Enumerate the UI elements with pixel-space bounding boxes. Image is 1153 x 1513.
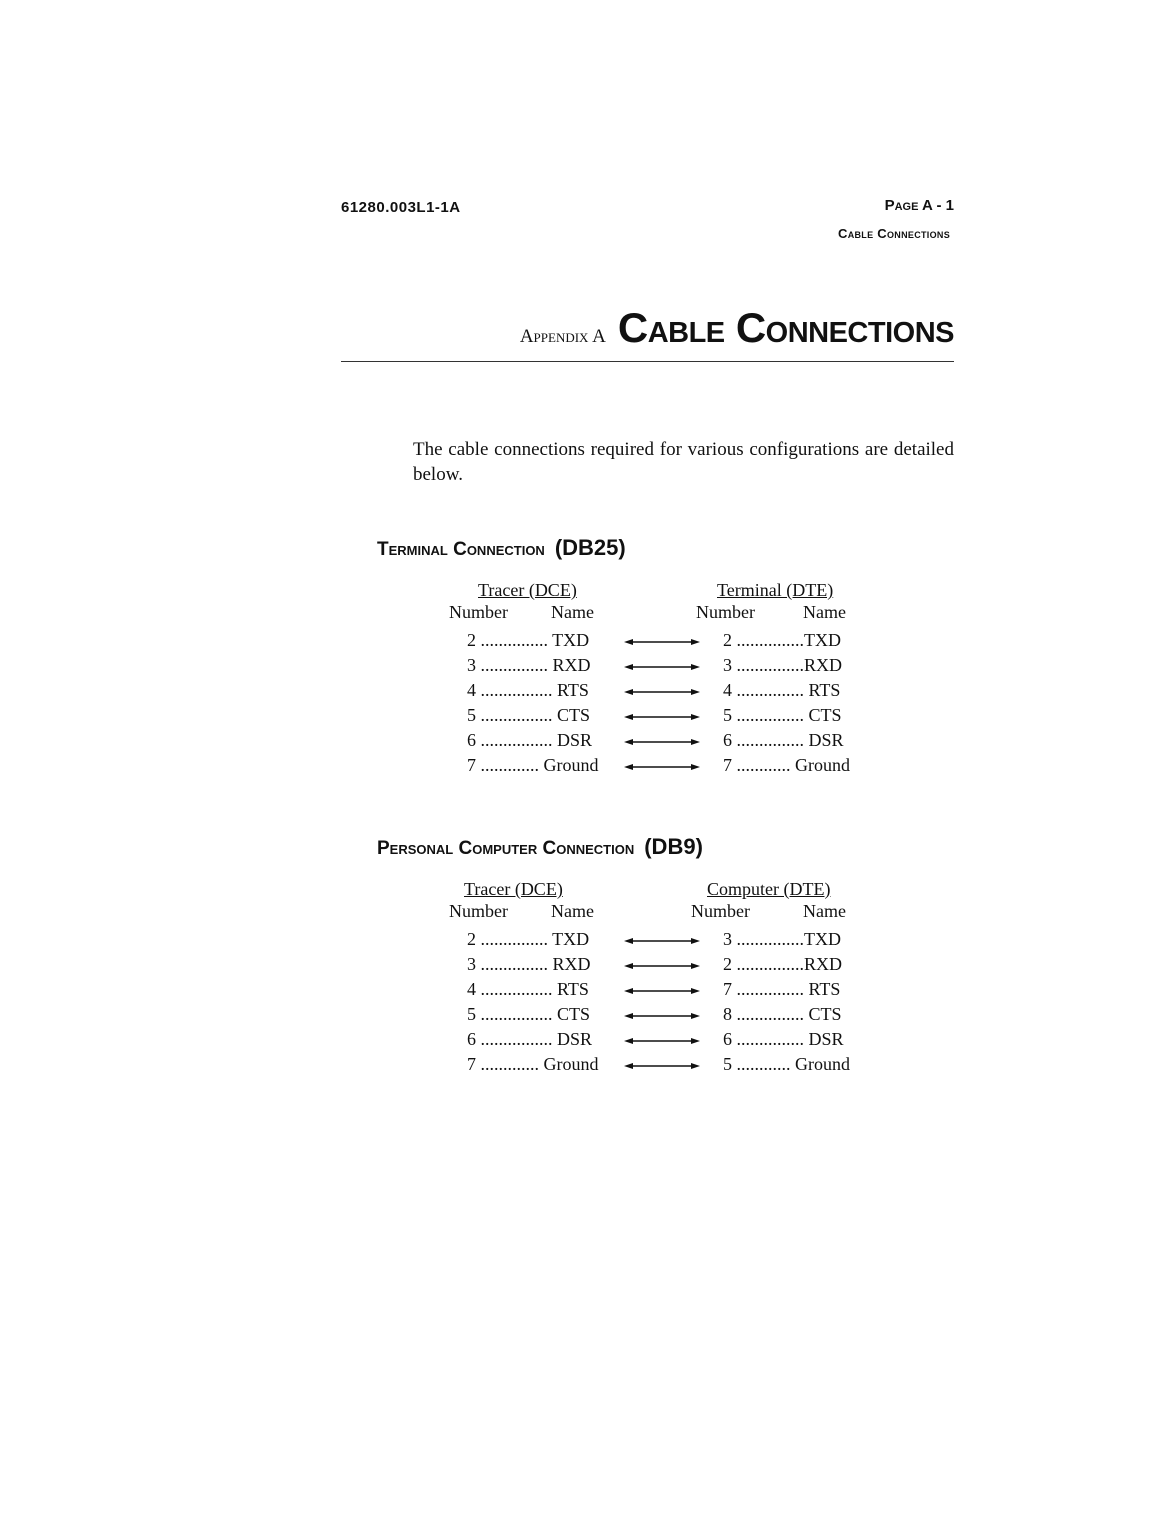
- pin-row: [440, 730, 870, 754]
- document-number: 61280.003L1-1A: [341, 199, 461, 216]
- left-name-header: Name: [551, 602, 594, 622]
- page-section-label: Cable Connections: [838, 226, 950, 241]
- right-number-header: Number: [696, 602, 755, 622]
- pin-row: [440, 1054, 870, 1078]
- left-number-header: Number: [449, 602, 508, 622]
- left-pin: 3 ............... RXD: [467, 655, 591, 675]
- right-pin: 6 ............... DSR: [723, 730, 844, 750]
- right-pin: 6 ............... DSR: [723, 1029, 844, 1049]
- right-pin: 3 ...............RXD: [723, 655, 843, 675]
- section-title: Terminal Connection: [377, 539, 545, 560]
- pin-row: [440, 755, 870, 779]
- pin-row: [440, 1029, 870, 1053]
- pin-row: [440, 1004, 870, 1028]
- page-number: Page A - 1: [884, 197, 954, 214]
- left-name-header: Name: [551, 901, 594, 921]
- section-heading-terminal: [377, 535, 626, 561]
- double-arrow-icon: [624, 1060, 700, 1072]
- section-heading-pc: [377, 834, 703, 860]
- right-pin: 2 ...............RXD: [723, 954, 843, 974]
- title-divider: [341, 361, 954, 362]
- right-group-header: Computer (DTE): [707, 879, 831, 899]
- right-name-header: Name: [803, 901, 846, 921]
- left-pin: 7 ............. Ground: [467, 1054, 599, 1074]
- section-connector: (DB25): [554, 535, 626, 560]
- left-pin: 3 ............... RXD: [467, 954, 591, 974]
- right-pin: 3 ...............TXD: [723, 929, 841, 949]
- double-arrow-icon: [624, 960, 700, 972]
- right-pin: 4 ............... RTS: [723, 680, 841, 700]
- left-pin: 5 ................ CTS: [467, 705, 591, 725]
- left-group-header: Tracer (DCE): [464, 879, 563, 899]
- right-pin: 2 ...............TXD: [723, 630, 841, 650]
- intro-paragraph: The cable connections required for various configurations are detailed below.: [413, 439, 954, 485]
- double-arrow-icon: [624, 711, 700, 723]
- double-arrow-icon: [624, 935, 700, 947]
- section-connector: (DB9): [644, 834, 703, 859]
- double-arrow-icon: [624, 686, 700, 698]
- pin-row: [440, 630, 870, 654]
- left-pin: 7 ............. Ground: [467, 755, 599, 775]
- double-arrow-icon: [624, 761, 700, 773]
- double-arrow-icon: [624, 985, 700, 997]
- pin-row: [440, 954, 870, 978]
- pin-row: [440, 655, 870, 679]
- right-name-header: Name: [803, 602, 846, 622]
- left-pin: 2 ............... TXD: [467, 630, 590, 650]
- pin-row: [440, 979, 870, 1003]
- left-pin: 2 ............... TXD: [467, 929, 590, 949]
- right-number-header: Number: [691, 901, 750, 921]
- right-group-header: Terminal (DTE): [717, 580, 834, 600]
- appendix-label: Appendix A: [519, 326, 606, 347]
- double-arrow-icon: [624, 736, 700, 748]
- right-pin: 5 ............ Ground: [723, 1054, 850, 1074]
- double-arrow-icon: [624, 1035, 700, 1047]
- double-arrow-icon: [624, 636, 700, 648]
- left-pin: 5 ................ CTS: [467, 1004, 591, 1024]
- section-title: Personal Computer Connection: [377, 838, 635, 859]
- double-arrow-icon: [624, 1010, 700, 1022]
- pin-row: [440, 929, 870, 953]
- double-arrow-icon: [624, 661, 700, 673]
- left-pin: 6 ................ DSR: [467, 1029, 593, 1049]
- left-number-header: Number: [449, 901, 508, 921]
- pin-row: [440, 705, 870, 729]
- left-pin: 4 ................ RTS: [467, 979, 589, 999]
- left-pin: 6 ................ DSR: [467, 730, 593, 750]
- right-pin: 8 ............... CTS: [723, 1004, 842, 1024]
- right-pin: 7 ............ Ground: [723, 755, 850, 775]
- appendix-heading: [520, 304, 954, 352]
- right-pin: 5 ............... CTS: [723, 705, 842, 725]
- left-group-header: Tracer (DCE): [478, 580, 577, 600]
- left-pin: 4 ................ RTS: [467, 680, 589, 700]
- pin-row: [440, 680, 870, 704]
- page-title: Cable Connections: [617, 304, 954, 351]
- right-pin: 7 ............... RTS: [723, 979, 841, 999]
